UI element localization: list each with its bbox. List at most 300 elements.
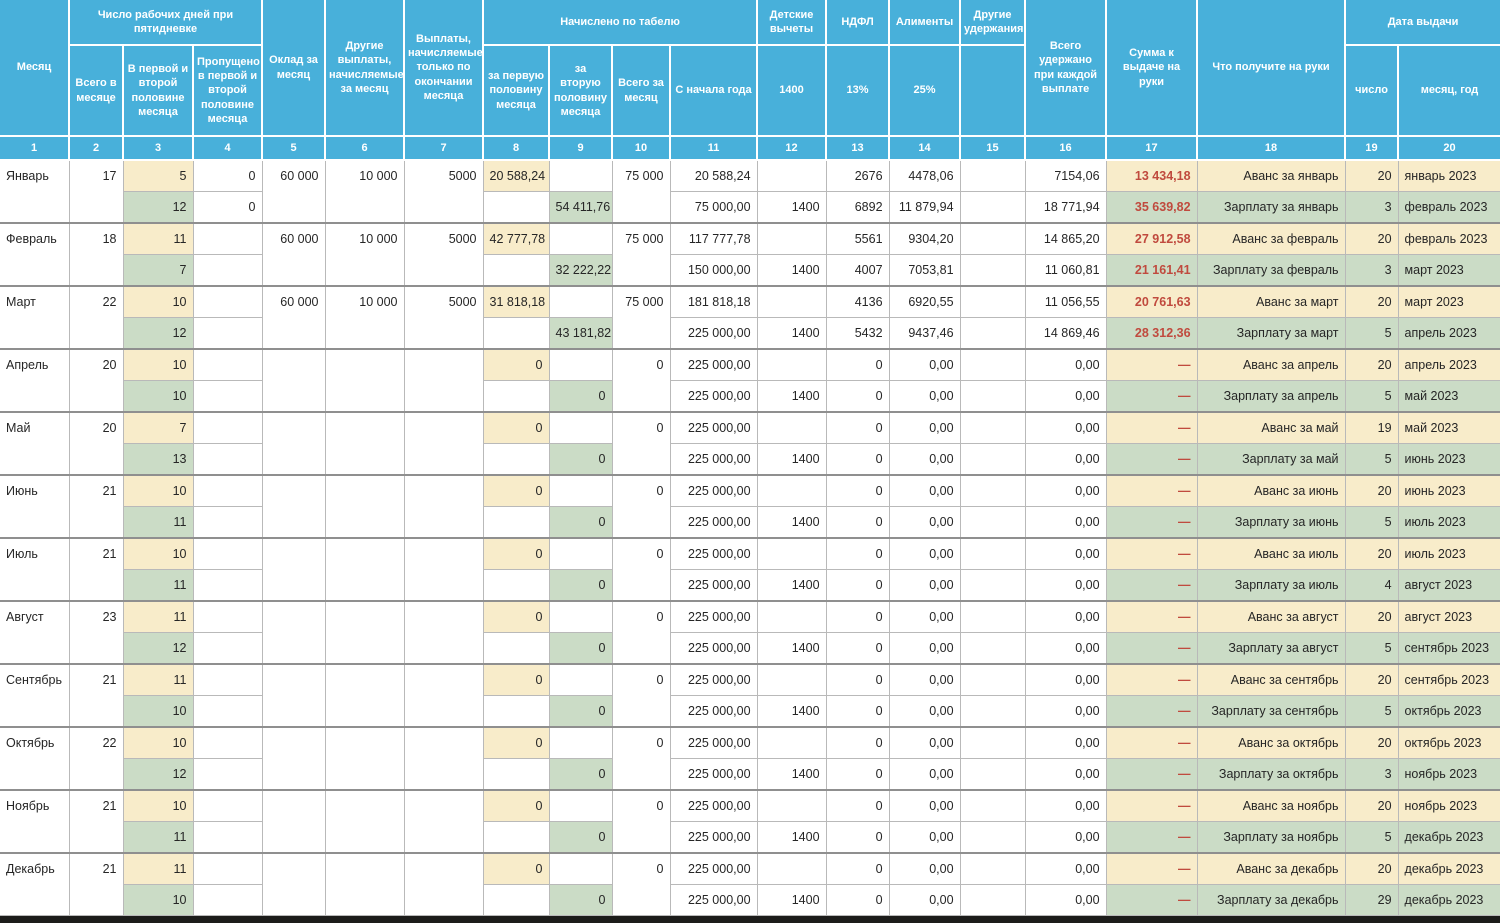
child-deduction-cell: 1400 [757,759,826,791]
alimony-cell: 6920,55 [889,286,960,318]
month-cell: Ноябрь [0,790,69,853]
header-child-amount: 1400 [757,45,826,136]
salary-cell [262,412,325,475]
payout-label-cell: Зарплату за июль [1197,570,1345,602]
header-ndfl: НДФЛ [826,0,889,45]
end-month-payments-cell [404,475,483,538]
accrued-second-half-cell: 0 [549,507,612,539]
days-half-cell: 5 [123,160,193,192]
issue-month-year-cell: май 2023 [1398,412,1500,444]
other-withheld-cell [960,570,1025,602]
payout-amount-cell: 28 312,36 [1106,318,1197,350]
child-deduction-cell: 1400 [757,255,826,287]
payout-label-cell: Аванс за январь [1197,160,1345,192]
other-withheld-cell [960,885,1025,916]
other-payments-cell [325,601,404,664]
accrued-first-half-cell: 42 777,78 [483,223,549,255]
header-missed: Пропущено в первой и второй половине месяца [193,45,262,136]
child-deduction-cell: 1400 [757,696,826,728]
days-half-cell: 7 [123,255,193,287]
missed-days-cell [193,507,262,539]
advance-row [0,601,1500,633]
payout-amount-cell: — [1106,633,1197,665]
payout-label-cell: Зарплату за апрель [1197,381,1345,413]
issue-day-cell: 19 [1345,412,1398,444]
total-withheld-cell: 0,00 [1025,349,1106,381]
missed-days-cell [193,444,262,476]
alimony-cell: 0,00 [889,507,960,539]
other-payments-cell [325,790,404,853]
accrued-second-half-cell: 0 [549,822,612,854]
accrued-first-half-cell [483,633,549,665]
missed-days-cell [193,727,262,759]
advance-row [0,727,1500,759]
alimony-cell: 0,00 [889,349,960,381]
days-half-cell: 7 [123,412,193,444]
missed-days-cell [193,885,262,916]
accrued-total-cell: 0 [612,475,670,538]
ndfl-cell: 4136 [826,286,889,318]
other-payments-cell [325,538,404,601]
issue-month-year-cell: сентябрь 2023 [1398,633,1500,665]
child-deduction-cell: 1400 [757,633,826,665]
salary-row [0,759,1500,791]
issue-day-cell: 3 [1345,255,1398,287]
ytd-cell: 225 000,00 [670,475,757,507]
accrued-second-half-cell [549,349,612,381]
column-number: 13 [826,136,889,160]
total-withheld-cell: 0,00 [1025,412,1106,444]
payout-label-cell: Зарплату за май [1197,444,1345,476]
days-half-cell: 11 [123,223,193,255]
issue-month-year-cell: май 2023 [1398,381,1500,413]
header-payout: Сумма к выдаче на руки [1106,0,1197,136]
missed-days-cell [193,696,262,728]
payout-label-cell: Зарплату за февраль [1197,255,1345,287]
accrued-second-half-cell [549,475,612,507]
month-cell: Февраль [0,223,69,286]
ytd-cell: 225 000,00 [670,822,757,854]
total-withheld-cell: 0,00 [1025,885,1106,916]
other-withheld-cell [960,790,1025,822]
ndfl-cell: 0 [826,822,889,854]
accrued-second-half-cell [549,664,612,696]
ytd-cell: 225 000,00 [670,853,757,885]
issue-month-year-cell: июль 2023 [1398,538,1500,570]
accrued-first-half-cell: 0 [483,664,549,696]
accrued-total-cell: 0 [612,412,670,475]
column-number: 11 [670,136,757,160]
alimony-cell: 0,00 [889,664,960,696]
column-number: 15 [960,136,1025,160]
table-header [0,0,1500,160]
other-withheld-cell [960,444,1025,476]
missed-days-cell [193,223,262,255]
issue-day-cell: 5 [1345,318,1398,350]
days-half-cell: 11 [123,601,193,633]
other-withheld-cell [960,223,1025,255]
other-withheld-cell [960,412,1025,444]
other-payments-cell: 10 000 [325,160,404,223]
header-alimony: Алименты [889,0,960,45]
other-payments-cell: 10 000 [325,286,404,349]
days-half-cell: 10 [123,538,193,570]
total-withheld-cell: 0,00 [1025,664,1106,696]
month-cell: Декабрь [0,853,69,916]
other-withheld-cell [960,822,1025,854]
days-half-cell: 10 [123,885,193,916]
total-withheld-cell: 0,00 [1025,790,1106,822]
end-month-payments-cell [404,412,483,475]
payout-amount-cell: 35 639,82 [1106,192,1197,224]
ytd-cell: 117 777,78 [670,223,757,255]
payout-amount-cell: — [1106,696,1197,728]
end-month-payments-cell [404,790,483,853]
header-ytd: С начала года [670,45,757,136]
accrued-total-cell: 0 [612,853,670,916]
end-month-payments-cell [404,538,483,601]
missed-days-cell [193,349,262,381]
child-deduction-cell [757,601,826,633]
payout-label-cell: Зарплату за ноябрь [1197,822,1345,854]
days-half-cell: 10 [123,727,193,759]
issue-day-cell: 20 [1345,160,1398,192]
ytd-cell: 225 000,00 [670,727,757,759]
issue-day-cell: 3 [1345,759,1398,791]
month-cell: Май [0,412,69,475]
header-other-payments: Другие выплаты, начисляемые за месяц [325,0,404,136]
advance-row [0,349,1500,381]
salary-row [0,381,1500,413]
total-days-cell: 22 [69,286,123,349]
payout-label-cell: Аванс за ноябрь [1197,790,1345,822]
accrued-first-half-cell: 0 [483,727,549,759]
days-half-cell: 10 [123,696,193,728]
other-withheld-cell [960,286,1025,318]
payout-label-cell: Зарплату за декабрь [1197,885,1345,916]
days-half-cell: 10 [123,475,193,507]
other-withheld-cell [960,853,1025,885]
ytd-cell: 225 000,00 [670,759,757,791]
child-deduction-cell [757,286,826,318]
ndfl-cell: 0 [826,538,889,570]
child-deduction-cell [757,538,826,570]
accrued-first-half-cell: 0 [483,412,549,444]
column-number: 18 [1197,136,1345,160]
other-payments-cell [325,412,404,475]
advance-row [0,223,1500,255]
issue-day-cell: 5 [1345,696,1398,728]
accrued-total-cell: 0 [612,727,670,790]
missed-days-cell [193,412,262,444]
payout-amount-cell: 21 161,41 [1106,255,1197,287]
other-withheld-cell [960,475,1025,507]
header-alimony-rate: 25% [889,45,960,136]
column-number: 16 [1025,136,1106,160]
accrued-first-half-cell [483,192,549,224]
column-number: 17 [1106,136,1197,160]
ndfl-cell: 5561 [826,223,889,255]
total-withheld-cell: 0,00 [1025,381,1106,413]
issue-month-year-cell: октябрь 2023 [1398,727,1500,759]
accrued-second-half-cell [549,727,612,759]
issue-month-year-cell: август 2023 [1398,570,1500,602]
accrued-first-half-cell [483,444,549,476]
column-number: 4 [193,136,262,160]
total-days-cell: 17 [69,160,123,223]
missed-days-cell [193,381,262,413]
ytd-cell: 150 000,00 [670,255,757,287]
payout-label-cell: Аванс за март [1197,286,1345,318]
ndfl-cell: 0 [826,790,889,822]
payout-amount-cell: — [1106,381,1197,413]
ndfl-cell: 6892 [826,192,889,224]
advance-row [0,412,1500,444]
accrued-total-cell: 75 000 [612,223,670,286]
header-child-deductions: Детские вычеты [757,0,826,45]
accrued-second-half-cell [549,853,612,885]
accrued-second-half-cell: 32 222,22 [549,255,612,287]
child-deduction-cell: 1400 [757,822,826,854]
total-withheld-cell: 0,00 [1025,853,1106,885]
accrued-total-cell: 0 [612,790,670,853]
alimony-cell: 0,00 [889,570,960,602]
issue-day-cell: 20 [1345,475,1398,507]
accrued-first-half-cell [483,381,549,413]
accrued-second-half-cell: 43 181,82 [549,318,612,350]
end-month-payments-cell [404,727,483,790]
ndfl-cell: 0 [826,412,889,444]
alimony-cell: 0,00 [889,853,960,885]
missed-days-cell [193,790,262,822]
accrued-first-half-cell: 0 [483,349,549,381]
issue-month-year-cell: апрель 2023 [1398,349,1500,381]
payout-amount-cell: — [1106,507,1197,539]
ndfl-cell: 0 [826,727,889,759]
ndfl-cell: 2676 [826,160,889,192]
payout-label-cell: Зарплату за август [1197,633,1345,665]
ytd-cell: 225 000,00 [670,444,757,476]
alimony-cell: 9437,46 [889,318,960,350]
alimony-cell: 0,00 [889,885,960,916]
payout-amount-cell: — [1106,444,1197,476]
column-number: 9 [549,136,612,160]
ytd-cell: 75 000,00 [670,192,757,224]
issue-month-year-cell: сентябрь 2023 [1398,664,1500,696]
column-number: 8 [483,136,549,160]
other-withheld-cell [960,759,1025,791]
header-total-month: Всего за месяц [612,45,670,136]
ndfl-cell: 0 [826,381,889,413]
salary-row [0,318,1500,350]
column-number: 5 [262,136,325,160]
total-days-cell: 21 [69,790,123,853]
ndfl-cell: 5432 [826,318,889,350]
total-withheld-cell: 0,00 [1025,444,1106,476]
ytd-cell: 225 000,00 [670,349,757,381]
month-cell: Сентябрь [0,664,69,727]
header-salary: Оклад за месяц [262,0,325,136]
accrued-first-half-cell: 0 [483,601,549,633]
salary-row [0,444,1500,476]
column-number: 3 [123,136,193,160]
payout-label-cell: Зарплату за октябрь [1197,759,1345,791]
accrued-second-half-cell [549,538,612,570]
ndfl-cell: 0 [826,853,889,885]
total-days-cell: 23 [69,601,123,664]
missed-days-cell [193,475,262,507]
total-days-cell: 21 [69,475,123,538]
ndfl-cell: 0 [826,475,889,507]
accrued-second-half-cell: 0 [549,444,612,476]
missed-days-cell [193,822,262,854]
other-withheld-cell [960,381,1025,413]
issue-month-year-cell: ноябрь 2023 [1398,790,1500,822]
accrued-first-half-cell [483,507,549,539]
total-days-cell: 20 [69,412,123,475]
accrued-second-half-cell: 0 [549,885,612,916]
accrued-second-half-cell [549,160,612,192]
payout-amount-cell: — [1106,349,1197,381]
column-number: 20 [1398,136,1500,160]
issue-day-cell: 5 [1345,444,1398,476]
other-withheld-cell [960,192,1025,224]
issue-month-year-cell: январь 2023 [1398,160,1500,192]
issue-month-year-cell: ноябрь 2023 [1398,759,1500,791]
other-withheld-cell [960,349,1025,381]
accrued-second-half-cell [549,601,612,633]
alimony-cell: 4478,06 [889,160,960,192]
days-half-cell: 11 [123,822,193,854]
end-month-payments-cell [404,853,483,916]
child-deduction-cell [757,160,826,192]
payout-amount-cell: — [1106,538,1197,570]
other-withheld-cell [960,255,1025,287]
accrued-total-cell: 75 000 [612,286,670,349]
days-half-cell: 11 [123,507,193,539]
total-days-cell: 20 [69,349,123,412]
accrued-first-half-cell: 31 818,18 [483,286,549,318]
salary-cell [262,664,325,727]
header-other-withholdings: Другие удержания [960,0,1025,45]
salary-row [0,633,1500,665]
header-total-in-month: Всего в месяце [69,45,123,136]
accrued-first-half-cell [483,885,549,916]
table-body [0,160,1500,916]
end-month-payments-cell: 5000 [404,160,483,223]
accrued-second-half-cell: 0 [549,696,612,728]
ytd-cell: 225 000,00 [670,507,757,539]
month-cell: Октябрь [0,727,69,790]
accrued-second-half-cell: 0 [549,381,612,413]
days-half-cell: 11 [123,853,193,885]
ytd-cell: 225 000,00 [670,664,757,696]
accrued-second-half-cell [549,412,612,444]
payout-amount-cell: 20 761,63 [1106,286,1197,318]
header-total-withheld: Всего удержано при каждой выплате [1025,0,1106,136]
advance-row [0,790,1500,822]
ytd-cell: 225 000,00 [670,790,757,822]
total-withheld-cell: 14 869,46 [1025,318,1106,350]
payout-label-cell: Аванс за май [1197,412,1345,444]
alimony-cell: 11 879,94 [889,192,960,224]
salary-cell [262,601,325,664]
days-half-cell: 12 [123,192,193,224]
missed-days-cell [193,601,262,633]
child-deduction-cell: 1400 [757,570,826,602]
accrued-second-half-cell: 54 411,76 [549,192,612,224]
other-withheld-cell [960,318,1025,350]
accrued-total-cell: 0 [612,349,670,412]
payout-label-cell: Зарплату за сентябрь [1197,696,1345,728]
issue-day-cell: 20 [1345,790,1398,822]
child-deduction-cell: 1400 [757,444,826,476]
ndfl-cell: 0 [826,664,889,696]
issue-day-cell: 20 [1345,286,1398,318]
advance-row [0,853,1500,885]
advance-row [0,538,1500,570]
total-withheld-cell: 14 865,20 [1025,223,1106,255]
month-cell: Июнь [0,475,69,538]
alimony-cell: 9304,20 [889,223,960,255]
header-issue-month-year: месяц, год [1398,45,1500,136]
issue-month-year-cell: февраль 2023 [1398,223,1500,255]
issue-month-year-cell: декабрь 2023 [1398,822,1500,854]
total-withheld-cell: 0,00 [1025,570,1106,602]
alimony-cell: 0,00 [889,727,960,759]
payout-amount-cell: — [1106,790,1197,822]
ndfl-cell: 0 [826,601,889,633]
missed-days-cell [193,318,262,350]
missed-days-cell: 0 [193,160,262,192]
issue-day-cell: 5 [1345,507,1398,539]
issue-month-year-cell: март 2023 [1398,255,1500,287]
payout-label-cell: Зарплату за январь [1197,192,1345,224]
total-withheld-cell: 0,00 [1025,601,1106,633]
payout-label-cell: Аванс за декабрь [1197,853,1345,885]
month-cell: Январь [0,160,69,223]
child-deduction-cell [757,727,826,759]
salary-row [0,507,1500,539]
issue-day-cell: 20 [1345,727,1398,759]
total-withheld-cell: 0,00 [1025,507,1106,539]
accrued-first-half-cell: 0 [483,790,549,822]
missed-days-cell [193,570,262,602]
other-withheld-cell [960,727,1025,759]
accrued-second-half-cell [549,286,612,318]
missed-days-cell [193,759,262,791]
issue-month-year-cell: август 2023 [1398,601,1500,633]
payout-amount-cell: — [1106,727,1197,759]
advance-row [0,286,1500,318]
missed-days-cell [193,633,262,665]
total-withheld-cell: 0,00 [1025,727,1106,759]
salary-row [0,696,1500,728]
child-deduction-cell [757,412,826,444]
total-withheld-cell: 0,00 [1025,538,1106,570]
accrued-second-half-cell [549,223,612,255]
ndfl-cell: 0 [826,885,889,916]
days-half-cell: 11 [123,570,193,602]
column-number: 19 [1345,136,1398,160]
other-withheld-cell [960,633,1025,665]
payout-label-cell: Аванс за октябрь [1197,727,1345,759]
issue-day-cell: 20 [1345,538,1398,570]
total-days-cell: 21 [69,664,123,727]
days-half-cell: 13 [123,444,193,476]
accrued-first-half-cell: 0 [483,853,549,885]
payout-amount-cell: 13 434,18 [1106,160,1197,192]
